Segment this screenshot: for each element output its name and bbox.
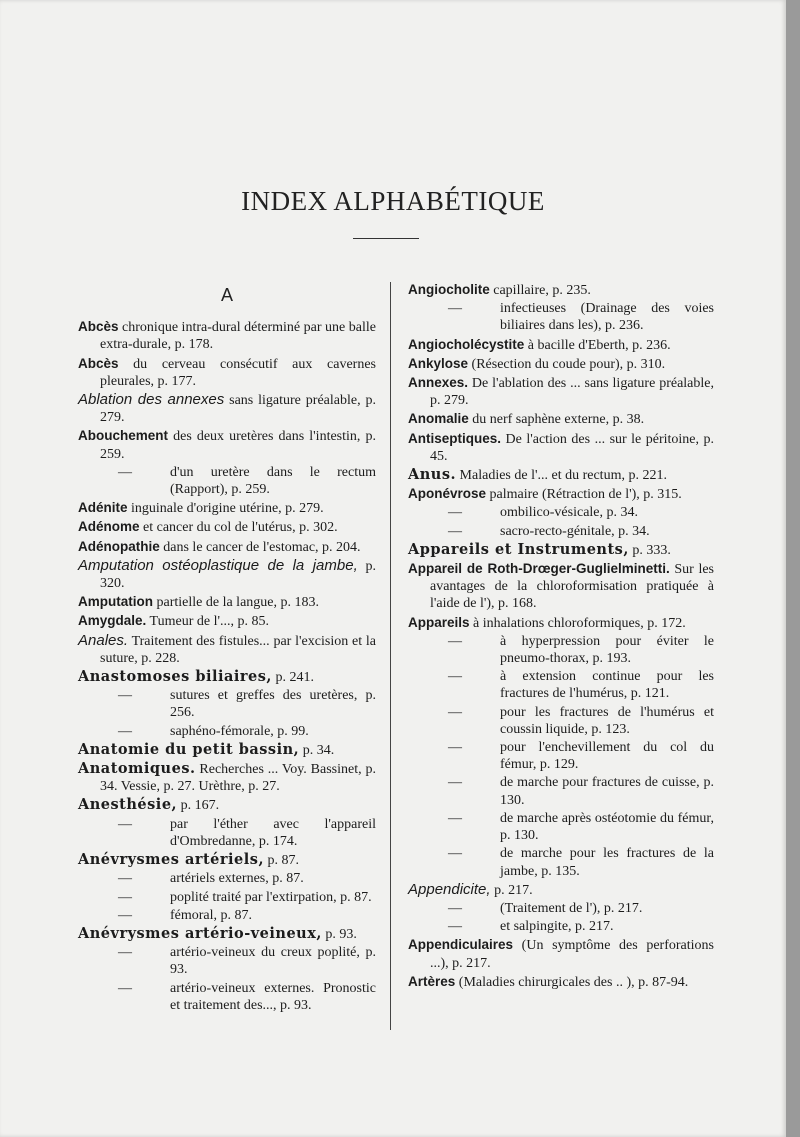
index-entry bbox=[78, 557, 376, 592]
entry-text: p. 34. bbox=[299, 742, 335, 758]
index-entry bbox=[408, 560, 714, 613]
entry-headword: Adénite bbox=[78, 500, 128, 516]
entry-headword: Artères bbox=[408, 973, 456, 989]
entry-headword: Anales. bbox=[78, 631, 129, 649]
entry-headword: Anévrysmes artério-veineux, bbox=[78, 924, 322, 942]
subentry-dash: — bbox=[448, 505, 462, 521]
subentry-text: ombilico-vésicale, p. 34. bbox=[500, 505, 639, 521]
entry-headword: Abcès bbox=[78, 319, 119, 335]
right-column bbox=[408, 281, 714, 992]
section-letter: A bbox=[220, 285, 233, 305]
subentry-text: artério-veineux externes. Pronostic et traitement des..., p. 93. bbox=[170, 980, 376, 1013]
index-entry bbox=[408, 466, 714, 484]
subentry-dash: — bbox=[118, 980, 132, 996]
subentry-dash: — bbox=[448, 740, 462, 756]
subentry-dash: — bbox=[448, 919, 462, 935]
entry-headword: Ablation des annexes bbox=[78, 391, 225, 409]
index-subentry bbox=[78, 464, 376, 498]
entry-text: p. 93. bbox=[321, 926, 357, 942]
entry-text: du nerf saphène externe, p. 38. bbox=[468, 412, 645, 428]
index-entry bbox=[78, 796, 376, 814]
entry-headword: Anévrysmes artériels, bbox=[78, 851, 265, 869]
index-entry bbox=[78, 632, 376, 667]
entry-headword: Annexes. bbox=[408, 375, 469, 391]
subentry-dash: — bbox=[448, 775, 462, 791]
entry-text: des deux uretères dans l'intestin, p. 259. bbox=[100, 429, 376, 462]
entry-headword: Anatomiques. bbox=[78, 760, 196, 778]
subentry-text: infectieuses (Drainage des voies biliaires dans les), p. 236. bbox=[500, 301, 714, 334]
subentry-dash: — bbox=[448, 633, 462, 649]
entry-headword: Anomalie bbox=[408, 411, 469, 427]
index-subentry bbox=[408, 810, 714, 844]
index-entry bbox=[78, 538, 376, 556]
entry-headword: Antiseptiques. bbox=[408, 430, 502, 446]
index-subentry bbox=[78, 907, 376, 924]
subentry-dash: — bbox=[448, 704, 462, 720]
index-subentry bbox=[408, 918, 714, 935]
subentry-text: de marche après ostéotomie du fémur, p. 130. bbox=[500, 810, 714, 844]
index-entry bbox=[78, 427, 376, 462]
subentry-dash: — bbox=[448, 846, 462, 862]
index-subentry bbox=[408, 739, 714, 773]
subentry-text: saphéno-fémorale, p. 99. bbox=[170, 723, 309, 739]
index-entry bbox=[78, 593, 376, 611]
entry-text: p. 167. bbox=[177, 798, 220, 814]
entry-text: Tumeur de l'..., p. 85. bbox=[146, 614, 269, 630]
subentry-text: poplité traité par l'extirpation, p. 87. bbox=[170, 889, 372, 905]
subentry-dash: — bbox=[448, 669, 462, 685]
subentry-dash: — bbox=[118, 816, 132, 832]
index-subentry bbox=[408, 774, 714, 808]
entry-text: et cancer du col de l'utérus, p. 302. bbox=[139, 520, 338, 536]
subentry-text: pour les fractures de l'humérus et coussin liquide, p. 123. bbox=[500, 704, 714, 737]
subentry-dash: — bbox=[118, 907, 132, 923]
entry-text: p. 333. bbox=[628, 542, 671, 558]
index-subentry bbox=[78, 687, 376, 721]
subentry-text: artériels externes, p. 87. bbox=[170, 871, 304, 887]
index-entry bbox=[408, 281, 714, 299]
index-entry bbox=[408, 614, 714, 632]
entry-text: p. 241. bbox=[271, 670, 314, 686]
index-entry bbox=[408, 336, 714, 354]
index-subentry bbox=[78, 889, 376, 906]
index-entry bbox=[78, 612, 376, 630]
entry-headword: Angiocholécystite bbox=[408, 336, 525, 352]
subentry-text: artério-veineux du creux poplité, p. 93. bbox=[170, 945, 376, 978]
index-entry bbox=[408, 430, 714, 465]
entry-text: du cerveau consécutif aux cavernes pleurales, p. 177. bbox=[100, 356, 376, 389]
index-subentry bbox=[408, 668, 714, 702]
subentry-dash: — bbox=[118, 945, 132, 961]
subentry-dash: — bbox=[448, 900, 462, 916]
subentry-dash: — bbox=[118, 723, 132, 739]
entry-text: à bacille d'Eberth, p. 236. bbox=[524, 337, 671, 353]
entry-headword: Abcès bbox=[78, 355, 119, 371]
entry-text: dans le cancer de l'estomac, p. 204. bbox=[159, 539, 361, 555]
subentry-text: de marche pour les fractures de la jambe, p. 135. bbox=[500, 846, 714, 879]
entry-headword: Amygdale. bbox=[78, 613, 147, 629]
entry-headword: Aponévrose bbox=[408, 486, 487, 502]
index-entry bbox=[78, 499, 376, 517]
subentry-text: pour l'enchevillement du col du fémur, p. 129. bbox=[500, 740, 714, 773]
index-subentry bbox=[78, 723, 376, 740]
index-subentry bbox=[78, 944, 376, 978]
entry-text: Traitement des fistules... par l'excision et la suture, p. 228. bbox=[100, 633, 376, 666]
index-entry bbox=[408, 973, 714, 991]
index-subentry bbox=[408, 523, 714, 540]
subentry-dash: — bbox=[118, 688, 132, 704]
index-subentry bbox=[408, 300, 714, 334]
entry-text: chronique intra-dural déterminé par une balle extra-durale, p. 178. bbox=[100, 320, 376, 353]
subentry-dash: — bbox=[118, 871, 132, 887]
entry-text: De l'ablation des ... sans ligature préalable, p. 279. bbox=[430, 376, 714, 409]
left-entry-list bbox=[78, 318, 376, 1014]
index-entry bbox=[78, 318, 376, 353]
entry-headword: Appendicite, bbox=[408, 880, 491, 898]
index-entry bbox=[408, 541, 714, 559]
index-entry bbox=[408, 374, 714, 409]
entry-text: Sur les avantages de la chloroformisation pratiquée à l'aide de l'), p. 168. bbox=[430, 562, 714, 612]
index-entry bbox=[78, 760, 376, 795]
index-entry bbox=[78, 518, 376, 536]
subentry-text: à extension continue pour les fractures de l'humérus, p. 121. bbox=[500, 669, 714, 702]
right-entry-list bbox=[408, 281, 714, 991]
entry-text: sans ligature préalable, p. 279. bbox=[100, 393, 376, 426]
subentry-dash: — bbox=[118, 889, 132, 905]
index-subentry bbox=[78, 870, 376, 887]
index-subentry bbox=[408, 900, 714, 917]
subentry-text: à hyperpression pour éviter le pneumo-thorax, p. 193. bbox=[500, 633, 714, 667]
page-title: INDEX ALPHABÉTIQUE bbox=[241, 186, 545, 216]
index-entry bbox=[408, 355, 714, 373]
index-entry bbox=[78, 668, 376, 686]
entry-headword: Anastomoses biliaires, bbox=[78, 668, 272, 686]
left-column bbox=[78, 287, 376, 1015]
index-subentry bbox=[408, 845, 714, 879]
index-entry bbox=[78, 925, 376, 943]
entry-headword: Amputation ostéoplastique de la jambe, bbox=[78, 556, 358, 574]
entry-text: (Un symptôme des perforations ...), p. 217. bbox=[430, 938, 714, 971]
index-subentry bbox=[78, 980, 376, 1014]
subentry-text: sutures et greffes des uretères, p. 256. bbox=[170, 688, 376, 721]
entry-headword: Appareils bbox=[408, 614, 470, 630]
entry-headword: Adénome bbox=[78, 519, 140, 535]
entry-text: Recherches ... Voy. Bassinet, p. 34. Vessie, p. 27. Urèthre, p. 27. bbox=[100, 762, 376, 795]
index-entry bbox=[78, 391, 376, 426]
subentry-text: d'un uretère dans le rectum (Rapport), p. 259. bbox=[170, 464, 376, 498]
entry-text: p. 87. bbox=[264, 853, 300, 869]
entry-headword: Abouchement bbox=[78, 428, 169, 444]
entry-headword: Appareil de Roth-Drœger-Guglielminetti. bbox=[408, 561, 670, 577]
subentry-text: (Traitement de l'), p. 217. bbox=[500, 900, 643, 916]
subentry-dash: — bbox=[118, 464, 132, 480]
subentry-text: sacro-recto-génitale, p. 34. bbox=[500, 523, 650, 539]
entry-text: palmaire (Rétraction de l'), p. 315. bbox=[486, 487, 682, 503]
entry-headword: Adénopathie bbox=[78, 538, 160, 554]
index-entry bbox=[78, 355, 376, 390]
entry-headword: Angiocholite bbox=[408, 282, 490, 297]
index-entry bbox=[408, 410, 714, 428]
index-entry bbox=[408, 881, 714, 899]
subentry-text: et salpingite, p. 217. bbox=[500, 919, 614, 935]
title-rule bbox=[353, 238, 419, 239]
entry-text: Maladies de l'... et du rectum, p. 221. bbox=[456, 468, 667, 484]
subentry-dash: — bbox=[448, 810, 462, 826]
entry-text: à inhalations chloroformiques, p. 172. bbox=[469, 615, 686, 631]
subentry-text: par l'éther avec l'appareil d'Ombredanne, p. 174. bbox=[170, 816, 376, 849]
index-subentry bbox=[408, 704, 714, 738]
entry-headword: Anatomie du petit bassin, bbox=[78, 740, 300, 758]
entry-headword: Anus. bbox=[408, 466, 457, 484]
entry-text: De l'action des ... sur le péritoine, p. 45. bbox=[430, 431, 714, 464]
entry-text: inguinale d'origine utérine, p. 279. bbox=[127, 501, 324, 517]
subentry-dash: — bbox=[448, 301, 462, 317]
subentry-text: fémoral, p. 87. bbox=[170, 907, 253, 923]
index-entry bbox=[78, 851, 376, 869]
entry-text: p. 320. bbox=[100, 558, 376, 592]
entry-text: (Résection du coude pour), p. 310. bbox=[468, 356, 666, 372]
entry-text: (Maladies chirurgicales des .. ), p. 87-94. bbox=[455, 974, 689, 990]
index-entry bbox=[408, 936, 714, 971]
subentry-dash: — bbox=[448, 523, 462, 539]
index-subentry bbox=[78, 816, 376, 850]
column-divider bbox=[390, 282, 391, 1030]
entry-headword: Amputation bbox=[78, 594, 153, 610]
index-subentry bbox=[408, 504, 714, 521]
index-subentry bbox=[408, 633, 714, 667]
index-entry bbox=[78, 741, 376, 759]
subentry-text: de marche pour fractures de cuisse, p. 130. bbox=[500, 775, 714, 808]
entry-text: capillaire, p. 235. bbox=[489, 283, 591, 298]
index-entry bbox=[408, 485, 714, 503]
entry-headword: Ankylose bbox=[408, 355, 469, 371]
entry-headword: Appendiculaires bbox=[408, 937, 514, 953]
entry-headword: Anesthésie, bbox=[78, 796, 178, 814]
entry-text: p. 217. bbox=[490, 882, 533, 898]
entry-headword: Appareils et Instruments, bbox=[408, 540, 629, 558]
entry-text: partielle de la langue, p. 183. bbox=[153, 595, 319, 611]
